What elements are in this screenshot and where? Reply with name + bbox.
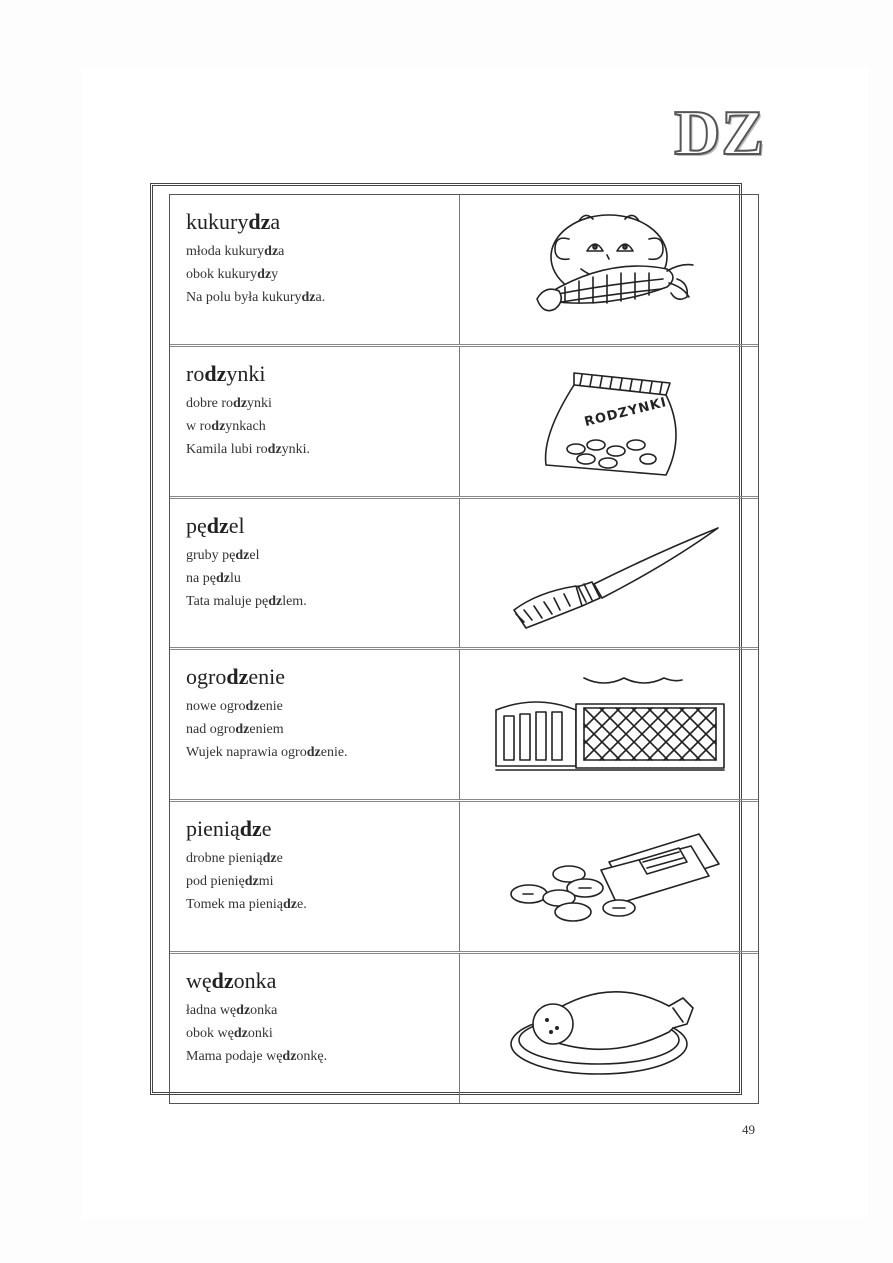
text-cell <box>170 802 460 951</box>
vocabulary-table <box>150 183 742 1095</box>
picture-cell <box>460 499 758 648</box>
table-row <box>170 802 758 954</box>
page-number: 49 <box>742 1122 755 1137</box>
money-icon <box>489 822 729 932</box>
example-sentence: Wujek naprawia ogrodzenie. <box>186 745 348 761</box>
table-row <box>170 347 758 499</box>
example-sentence: Na polu była kukurydza. <box>186 290 326 305</box>
example-sentence: Tata maluje pędzlem. <box>186 593 307 609</box>
example-sentence: Tomek ma pieniądze. <box>186 897 307 913</box>
example-line: gruby pędzel <box>186 547 260 563</box>
headword: pieniądze <box>186 816 272 842</box>
headword: rodzynki <box>186 360 266 386</box>
text-cell <box>170 499 460 648</box>
example-line: ładna wędzonka <box>186 1003 278 1019</box>
example-line: nad ogrodzeniem <box>186 722 284 738</box>
example-sentence: Mama podaje wędzonkę. <box>186 1049 328 1065</box>
ham-plate-icon <box>499 974 719 1084</box>
picture-cell <box>460 650 758 799</box>
text-cell <box>170 650 460 799</box>
picture-cell <box>460 347 758 496</box>
example-sentence: Kamila lubi rodzynki. <box>186 441 311 457</box>
table-row <box>170 195 758 347</box>
headword: kukurydza <box>186 209 281 234</box>
example-line: obok kukurydzy <box>186 267 279 282</box>
table-row <box>170 499 758 651</box>
picture-cell <box>460 195 758 344</box>
example-line: dobre rodzynki <box>186 395 272 411</box>
picture-cell <box>460 802 758 951</box>
example-line: obok wędzonki <box>186 1026 273 1042</box>
picture-cell <box>460 954 758 1103</box>
table-row <box>170 650 758 802</box>
example-line: w rodzynkach <box>186 418 266 434</box>
page-heading: DZ <box>674 97 765 168</box>
example-line: drobne pieniądze <box>186 851 283 867</box>
raisins-label: RODZYNKI <box>582 395 669 431</box>
example-line: na pędzlu <box>186 570 241 586</box>
headword: pędzel <box>186 512 245 538</box>
text-cell <box>170 347 460 496</box>
text-cell <box>170 954 460 1103</box>
table-row <box>170 954 758 1103</box>
fence-icon <box>484 670 734 780</box>
paintbrush-icon <box>494 518 724 628</box>
corn-eating-boy-icon <box>509 209 709 329</box>
example-line: pod pieniędzmi <box>186 874 274 890</box>
text-cell <box>170 195 460 344</box>
example-line: nowe ogrodzenie <box>186 699 283 715</box>
headword: wędzonka <box>186 968 277 994</box>
vocabulary-table-inner <box>169 194 759 1104</box>
raisins-bag-icon <box>524 361 694 481</box>
headword: ogrodzenie <box>186 664 285 690</box>
example-line: młoda kukurydza <box>186 244 285 259</box>
